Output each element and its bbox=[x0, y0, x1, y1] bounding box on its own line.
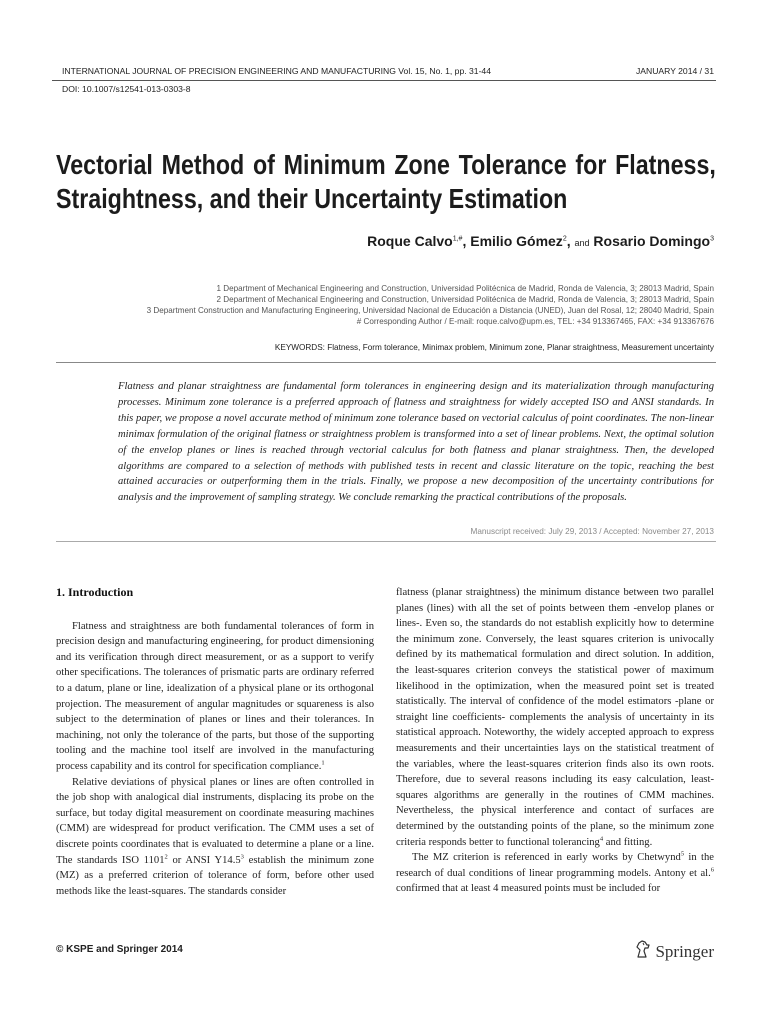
body-column-right bbox=[396, 585, 714, 897]
body-paragraph: Relative deviations of physical planes or lines are often controlled in the job shop with analogical dial instruments, displacing its probe on the surface, but today digital measurement on coordinate measuring machines (CMM) are widespread for product verification. The CMM uses a set of discrete points coordinates that is evaluated to determine a plane or a line. The standards ISO 1101$^2$ or ANSI Y14.5$^3$ establish the minimum zone (MZ) as a preferred criterion of tolerance of form, before other used methods like the least-squares. The standards consider bbox=[56, 776, 375, 897]
affiliation-line: 1 Department of Mechanical Engineering and Construction, Universidad Politécnica de Madrid, Ronda de Valencia, 3; 28013 Madrid, Spain bbox=[216, 284, 714, 293]
author-name[interactable]: Rosario Domingo bbox=[593, 233, 711, 249]
body-column-left bbox=[56, 585, 374, 899]
citation-ref[interactable]: 4 bbox=[599, 834, 604, 842]
author-affil-mark: 1,# bbox=[452, 235, 463, 243]
running-head bbox=[62, 66, 714, 76]
doi-link[interactable]: DOI: 10.1007/s12541-013-0303-8 bbox=[62, 84, 191, 94]
citation-ref[interactable]: 2 bbox=[164, 852, 168, 860]
header-rule bbox=[52, 80, 716, 81]
citation-ref[interactable]: 3 bbox=[240, 852, 244, 860]
keywords: KEYWORDS: Flatness, Form tolerance, Minimax problem, Minimum zone, Planar straightness, Measurement uncertainty bbox=[274, 343, 714, 352]
author-name[interactable]: Roque Calvo bbox=[367, 233, 453, 249]
citation-ref[interactable]: 5 bbox=[680, 850, 685, 858]
author-affil-mark: 2 bbox=[562, 235, 567, 243]
copyright-notice: © KSPE and Springer 2014 bbox=[56, 944, 183, 955]
manuscript-dates: Manuscript received: July 29, 2013 / Accepted: November 27, 2013 bbox=[470, 527, 714, 536]
publisher-name: Springer bbox=[655, 941, 714, 961]
citation-ref[interactable]: 1 bbox=[321, 759, 325, 767]
body-paragraph: flatness (planar straightness) the minimum distance between two parallel planes (lines) with all the set of points between them -envelop planes or lines-. Even so, the standards do not establish explicitly how to determine the minimum zone. Conversely, the least squares criterion is univocally defined by its mathematical formulation and direct solution. In addition, the least-squares criterion conveys the statistical power of maximum likelihood in the optimization, when the measured point set is treated statistically. The interval of confidence of the model estimators -plane or straight line coefficients- complements the analysis of uncertainty in its statistical approach. Noteworthy, the widely accepted approach to express measurements and their uncertainties lays on the statistical treatment of the variables, where the least-squares criterion finds also its own roots. Therefore, due to several reasons including its easy calculation, least-squares algorithms are generally in the routines of CMM machines. Nevertheless, the physical interference and contact of surfaces are determined by the outstanding points of the plane, so the minimum zone criteria responds better to functional tolerancing$^4$ and fitting. bbox=[396, 587, 714, 848]
body-paragraph: Flatness and straightness are both fundamental tolerances of form in precision design and manufacturing engineering, for product dimensioning and its verification through direct measurement, or as a support to verify other specifications. The tolerances of prismatic parts are ordinary referred to a datum, plane or line, idealization of a physical plane or its orthogonal projection. The measurement of angular magnitudes or squareness is also subject to the determination of planes or lines and their tolerances. In machining, not only the tolerance of the parts, but those of the supporting tooling and the machine tool itself are involved in the manufacturing process capability and its control for specification compliance.$^1$ bbox=[56, 620, 374, 772]
publisher-logo bbox=[634, 939, 714, 964]
journal-name: INTERNATIONAL JOURNAL OF PRECISION ENGINEERING AND MANUFACTURING Vol. 15, No. 1, pp. 31-44 bbox=[62, 66, 491, 76]
affiliation-line: 3 Department Construction and Manufacturing Engineering, Universidad Nacional de Educación a Distancia (UNED), Juan del Rosal, 12; 28040 Madrid, Spain bbox=[146, 306, 714, 316]
author-list: Roque Calvo$^{1,\#}$, Emilio Gómez$^2$, and Rosario Domingo$^3$ bbox=[367, 233, 714, 249]
issue-date-page: JANUARY 2014 / 31 bbox=[635, 66, 714, 76]
author-affil-mark: 3 bbox=[710, 235, 714, 243]
body-paragraph: The MZ criterion is referenced in early works by Chetwynd$^5$ in the research of dual conditions of linear programming models. Antony et al.$^6$ confirmed that at least 4 measured points must be included for bbox=[396, 850, 714, 895]
section-heading: 1. Introduction bbox=[56, 585, 134, 599]
affiliations bbox=[94, 283, 714, 327]
abstract: Flatness and planar straightness are fundamental form tolerances in engineering design and its materialization through manufacturing processes. Minimum zone tolerance is a preferred approach of flatness and straightness for widely accepted ISO and ANSI standards. In this paper, we propose a novel accurate method of minimum zone tolerance based on vectorial calculus of point coordinates. The non-linear minimax formulation of the original flatness or straightness problem is transformed into a set of linear problems. Next, the optimal solution of the envelop planes or lines is reached through vectorial calculus for both flatness and planar straightness. Then, the developed algorithms are compared to a selection of methods with published tests in recent and classic literature on the topic, reaching the best attained accuracies or outperforming them in the trials. Finally, we propose a new decomposition of the uncertainty contributions for analysis and the improvement of sampling strategy. We conclude remarking the practical contributions of the proposals. bbox=[118, 381, 714, 504]
author-conjunction: and bbox=[574, 238, 590, 248]
corresponding-author[interactable]: # Corresponding Author / E-mail: roque.calvo@upm.es, TEL: +34 913367465, FAX: +34 913367676 bbox=[356, 317, 714, 327]
paper-title: Vectorial Method of Minimum Zone Tolerance for Flatness, Straightness, and their Uncertainty Estimation bbox=[56, 149, 716, 214]
abstract-rule-top bbox=[56, 362, 716, 363]
abstract-rule-bottom bbox=[56, 541, 716, 542]
citation-ref[interactable]: 6 bbox=[710, 866, 714, 874]
author-name[interactable]: Emilio Gómez bbox=[470, 233, 563, 249]
springer-horse-icon bbox=[634, 939, 652, 964]
affiliation-line: 2 Department of Mechanical Engineering and Construction, Universidad Politécnica de Madrid, Ronda de Valencia, 3; 28013 Madrid, Spain bbox=[216, 295, 714, 305]
